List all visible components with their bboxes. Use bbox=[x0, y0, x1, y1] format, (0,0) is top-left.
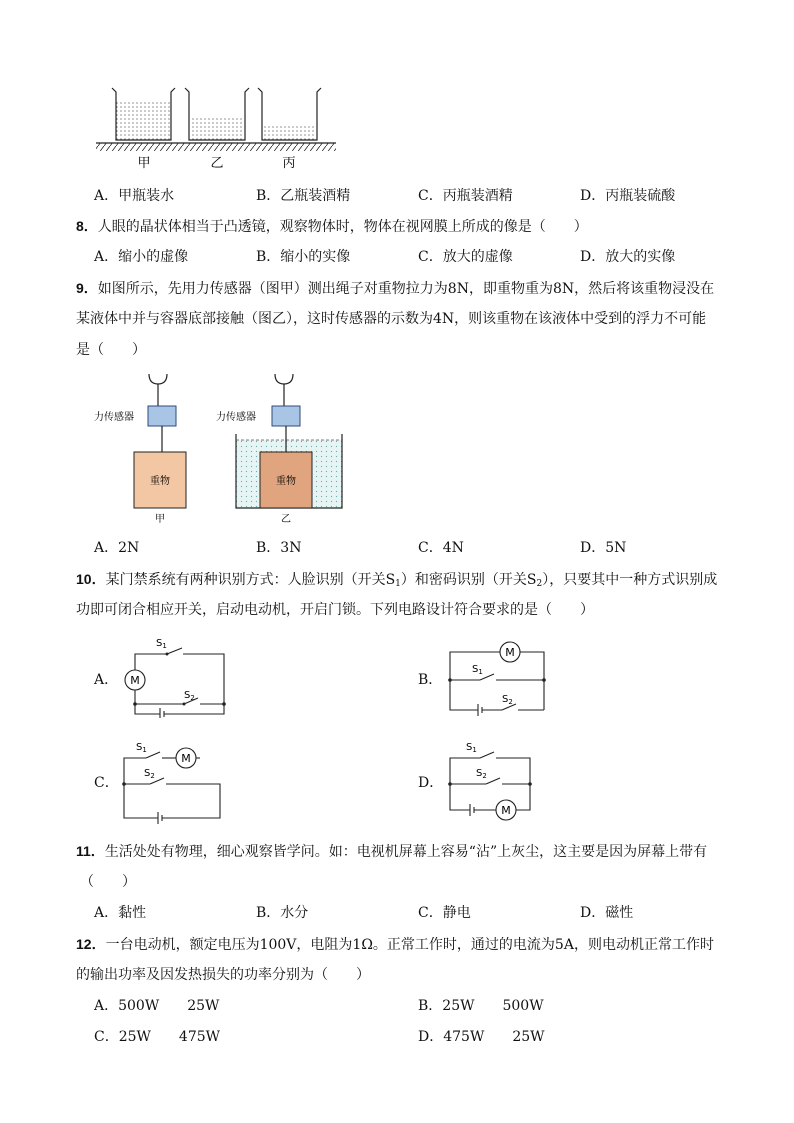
circuit-c[interactable] bbox=[118, 738, 230, 826]
q9-option-b[interactable]: B．3N bbox=[256, 540, 302, 556]
circuit-b[interactable] bbox=[444, 638, 550, 718]
q12-option-d[interactable]: D．475W 25W bbox=[418, 1029, 545, 1045]
q11-text-line2: （ ） bbox=[80, 874, 136, 890]
beaker-yi bbox=[185, 88, 249, 140]
beaker-bing bbox=[258, 88, 321, 140]
q8-number: 8． bbox=[76, 218, 98, 234]
motor-label-b: M bbox=[505, 646, 515, 659]
sensor-label-yi: 力传感器 bbox=[216, 412, 256, 423]
q8-text: 人眼的晶状体相当于凸透镜，观察物体时，物体在视网膜上所成的像是（ ） bbox=[97, 219, 588, 235]
hook-icon bbox=[149, 374, 167, 384]
q9-text-line3: 是（ ） bbox=[76, 342, 146, 358]
q8-option-d[interactable]: D．放大的实像 bbox=[580, 249, 676, 265]
q12-option-a[interactable]: A．500W 25W bbox=[94, 998, 220, 1014]
q11-option-c[interactable]: C．静电 bbox=[418, 905, 471, 921]
q9-number: 9． bbox=[76, 280, 98, 296]
q7-option-d[interactable]: D．丙瓶装硫酸 bbox=[580, 188, 676, 204]
motor-label-a: M bbox=[130, 674, 140, 687]
q12-number: 12． bbox=[76, 936, 106, 952]
q9-option-c[interactable]: C．4N bbox=[418, 540, 464, 556]
q9-text-line2: 某液体中并与容器底部接触（图乙），这时传感器的示数为4N，则该重物在该液体中受到的浮力不可能 bbox=[76, 311, 707, 327]
setup-jia bbox=[94, 374, 186, 525]
force-sensor-jia bbox=[148, 406, 176, 426]
q9-option-d[interactable]: D．5N bbox=[580, 540, 627, 556]
beaker-label-bing: 丙 bbox=[282, 156, 296, 171]
q7-option-a[interactable]: A．甲瓶装水 bbox=[94, 188, 175, 204]
switch-s1-label-b: $S_1$ bbox=[472, 664, 483, 676]
motor-label-d: M bbox=[501, 804, 511, 817]
q10-option-d-letter[interactable]: D． bbox=[418, 775, 444, 791]
sensor-label-jia: 力传感器 bbox=[94, 412, 134, 423]
q12-text-line1: 一台电动机，额定电压为100V，电阻为1Ω。正常工作时，通过的电流为5A，则电动机正常工作时 bbox=[105, 937, 714, 953]
hook-icon bbox=[275, 374, 293, 384]
switch-s2-label-c: $S_2$ bbox=[144, 768, 155, 780]
q10-sub-1: 1 bbox=[395, 579, 401, 589]
question-10-line1 bbox=[76, 569, 717, 594]
q12-text-line2: 的输出功率及因发热损失的功率分别为（ ） bbox=[76, 967, 370, 983]
q7-option-b[interactable]: B．乙瓶装酒精 bbox=[256, 188, 351, 204]
q11-number: 11． bbox=[76, 843, 105, 859]
switch-s2-label-d: $S_2$ bbox=[476, 768, 487, 780]
caption-yi: 乙 bbox=[281, 514, 291, 525]
question-9-line1 bbox=[76, 278, 714, 299]
motor-label-c: M bbox=[181, 752, 191, 765]
q10-option-b-letter[interactable]: B． bbox=[418, 672, 443, 688]
q12-option-b[interactable]: B．25W 500W bbox=[418, 998, 544, 1014]
q7-option-c[interactable]: C．丙瓶装酒精 bbox=[418, 188, 513, 204]
beaker-label-yi: 乙 bbox=[210, 156, 224, 171]
force-sensor-figure bbox=[90, 370, 350, 530]
question-12-line1 bbox=[76, 934, 714, 955]
switch-s2-label-b: $S_2$ bbox=[502, 694, 513, 706]
weight-label-jia: 重物 bbox=[150, 476, 170, 487]
beaker-jia bbox=[112, 88, 175, 140]
switch-s1-label-d: $S_1$ bbox=[466, 742, 477, 754]
q12-option-c[interactable]: C．25W 475W bbox=[94, 1029, 221, 1045]
q10-option-c-letter[interactable]: C． bbox=[94, 775, 119, 791]
question-8 bbox=[76, 216, 588, 237]
question-11-line1 bbox=[76, 841, 707, 862]
switch-s2-label-a: $S_2$ bbox=[184, 690, 195, 702]
q9-text-line1: 如图所示，先用力传感器（图甲）测出绳子对重物拉力为8N，即重物重为8N，然后将该重物浸没在 bbox=[97, 281, 715, 297]
q10-text-a: 某门禁系统有两种识别方式：人脸识别（开关S bbox=[105, 572, 396, 588]
q10-text-b: ）和密码识别（开关S bbox=[400, 572, 537, 588]
circuit-d[interactable] bbox=[444, 738, 550, 826]
q8-option-a[interactable]: A．缩小的虚像 bbox=[94, 249, 189, 265]
q10-sub-2: 2 bbox=[536, 579, 543, 589]
switch-s1-label-a: $S_1$ bbox=[156, 638, 167, 650]
q10-text-line2: 功即可闭合相应开关，启动电动机，开启门锁。下列电路设计符合要求的是（ ） bbox=[76, 602, 594, 618]
q10-text-c: ），只要其中一种方式识别成 bbox=[542, 572, 718, 588]
beakers-figure bbox=[92, 82, 342, 174]
q10-option-a-letter[interactable]: A． bbox=[94, 672, 119, 688]
force-sensor-yi bbox=[272, 406, 300, 426]
q11-option-b[interactable]: B．水分 bbox=[256, 905, 309, 921]
q11-text-line1: 生活处处有物理，细心观察皆学问。如：电视机屏幕上容易“沾”上灰尘，这主要是因为屏幕上带有 bbox=[104, 844, 708, 860]
beaker-label-jia: 甲 bbox=[137, 156, 151, 171]
q8-option-c[interactable]: C．放大的虚像 bbox=[418, 249, 513, 265]
caption-jia: 甲 bbox=[155, 514, 165, 525]
q8-option-b[interactable]: B．缩小的实像 bbox=[256, 249, 351, 265]
q11-option-a[interactable]: A．黏性 bbox=[94, 905, 147, 921]
q11-option-d[interactable]: D．磁性 bbox=[580, 905, 634, 921]
switch-s1-label-c: $S_1$ bbox=[136, 742, 147, 754]
q9-option-a[interactable]: A．2N bbox=[94, 540, 140, 556]
q10-number: 10． bbox=[76, 571, 106, 587]
setup-yi bbox=[216, 374, 342, 525]
circuit-a[interactable] bbox=[118, 634, 230, 718]
weight-label-yi: 重物 bbox=[276, 476, 296, 487]
